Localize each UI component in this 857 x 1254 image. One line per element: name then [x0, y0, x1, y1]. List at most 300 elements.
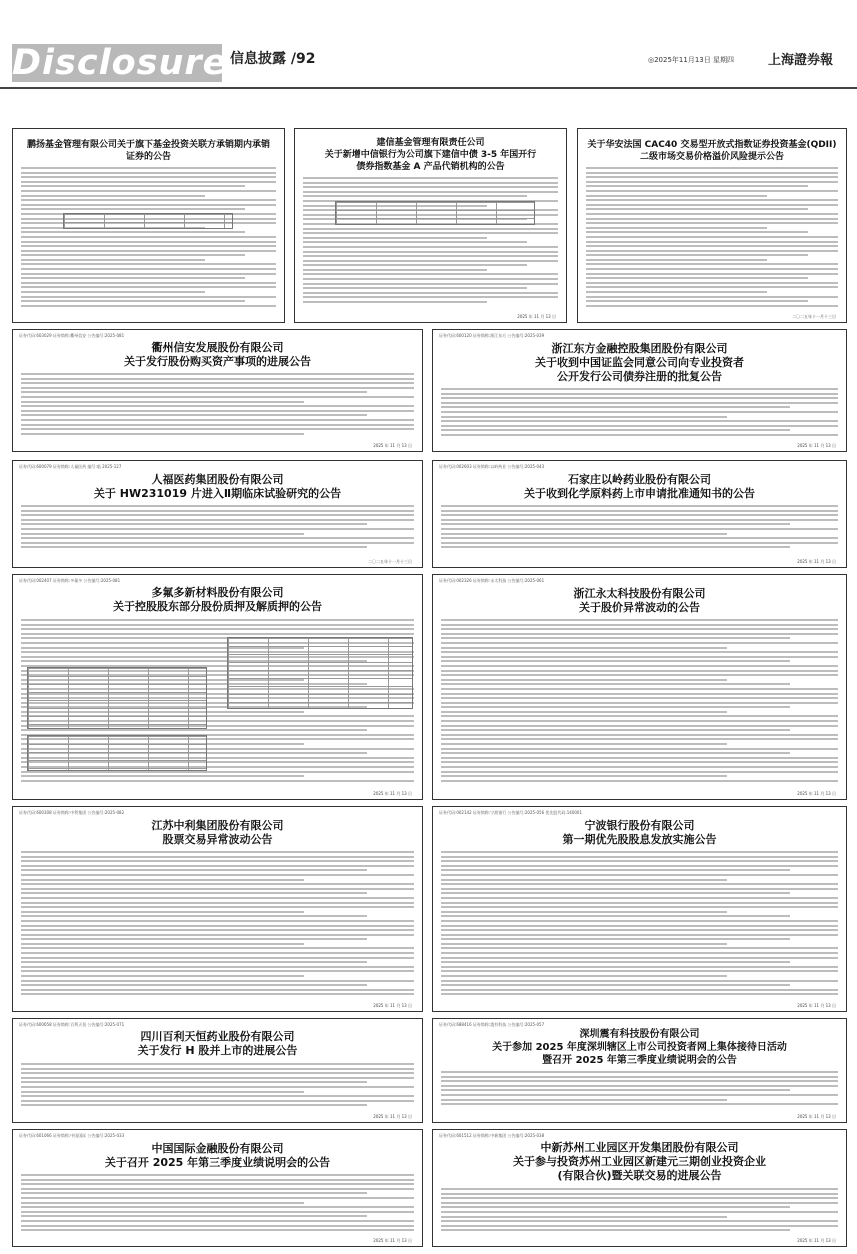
- notice-title: 多氟多新材料股份有限公司 关于控股股东部分股份质押及解质押的公告: [113, 586, 322, 613]
- body-text-line: [441, 429, 790, 431]
- body-text-line: [21, 542, 414, 544]
- body-text-line: [441, 619, 838, 621]
- body-text-line: [21, 947, 414, 949]
- body-text-line: [441, 970, 838, 972]
- body-text-line: [21, 378, 414, 380]
- notice-table: [27, 667, 207, 729]
- body-text-line: [21, 250, 276, 252]
- notice-title: 浙江永太科技股份有限公司 关于股价异常波动的公告: [573, 587, 706, 614]
- body-text-line: [303, 246, 558, 248]
- body-text-line: [21, 633, 414, 635]
- notice-jianxin-fund: [294, 128, 567, 323]
- body-text-line: [441, 943, 727, 945]
- notice-meta: 证券代码:002326 证券简称:永太科技 公告编号:2025-061: [439, 578, 545, 583]
- body-text-line: [21, 387, 414, 389]
- body-text-line: [441, 637, 790, 639]
- body-text-line: [441, 1206, 790, 1208]
- body-text-line: [586, 172, 838, 174]
- body-text-line: [21, 938, 367, 940]
- notice-zhongxin-suzhou: [432, 1129, 847, 1247]
- body-text-line: [441, 523, 790, 525]
- notice-meta: 证券代码:600658 证券简称:百利天恒 公告编号:2025-071: [19, 1022, 125, 1027]
- body-text-line: [441, 656, 838, 658]
- notice-yiling-pharma: [432, 460, 847, 568]
- body-text-line: [303, 255, 558, 257]
- body-text-line: [21, 167, 276, 169]
- body-text-line: [586, 208, 808, 210]
- body-text-line: [441, 915, 790, 917]
- body-text-line: [21, 172, 276, 174]
- body-text-line: [21, 190, 276, 192]
- body-text-line: [21, 208, 245, 210]
- notice-table: [227, 637, 413, 709]
- body-text-line: [441, 393, 838, 395]
- notice-meta: 证券代码:601066 证券简称:中国国际 公告编号:2025-033: [19, 1133, 125, 1138]
- notice-body: [441, 505, 838, 555]
- body-text-line: [441, 542, 838, 544]
- body-text-line: [586, 273, 838, 275]
- body-text-line: [586, 263, 838, 265]
- body-text-line: [21, 729, 367, 731]
- body-text-line: [21, 259, 205, 261]
- body-text-line: [441, 1225, 838, 1227]
- body-text-line: [21, 943, 304, 945]
- body-text-line: [21, 282, 276, 284]
- body-text-line: [21, 1188, 414, 1190]
- body-text-line: [441, 688, 838, 690]
- body-text-line: [441, 1094, 838, 1096]
- body-text-line: [441, 628, 838, 630]
- notice-title: 四川百利天恒药业股份有限公司 关于发行 H 股并上市的进展公告: [137, 1030, 298, 1057]
- body-text-line: [21, 286, 276, 288]
- body-text-line: [21, 176, 276, 178]
- notice-duofuduo: [12, 574, 423, 800]
- body-text-line: [21, 1220, 414, 1222]
- body-text-line: [21, 254, 245, 256]
- notice-title: 中新苏州工业园区开发集团股份有限公司 关于参与投资苏州工业园区新建元三期创业投资企业 (有限合伙)暨关联交易的进展公告: [513, 1141, 766, 1182]
- notice-body: [441, 1188, 838, 1234]
- body-text-line: [303, 251, 558, 253]
- body-text-line: [441, 729, 790, 731]
- body-text-line: [303, 191, 558, 193]
- body-text-line: [21, 277, 245, 279]
- body-text-line: [21, 396, 414, 398]
- body-text-line: [586, 222, 838, 224]
- notice-body: [441, 1071, 838, 1110]
- body-text-line: [586, 241, 838, 243]
- notice-title: 石家庄以岭药业股份有限公司 关于收到化学原料药上市申请批准通知书的公告: [524, 473, 755, 500]
- body-text-line: [586, 231, 808, 233]
- body-text-line: [441, 860, 838, 862]
- body-text-line: [21, 619, 414, 621]
- body-text-line: [303, 182, 558, 184]
- body-text-line: [441, 874, 838, 876]
- body-text-line: [441, 902, 838, 904]
- notice-title: 江苏中利集团股份有限公司 股票交易异常波动公告: [151, 819, 284, 846]
- body-text-line: [441, 761, 838, 763]
- body-text-line: [441, 1211, 838, 1213]
- body-text-line: [21, 989, 414, 991]
- body-text-line: [21, 236, 276, 238]
- body-text-line: [586, 218, 838, 220]
- body-text-line: [441, 546, 790, 548]
- body-text-line: [586, 167, 838, 169]
- body-text-line: [21, 952, 414, 954]
- issue-date: ◎2025年11月13日 星期四: [648, 56, 734, 64]
- body-text-line: [441, 533, 727, 535]
- notice-cicc: [12, 1129, 423, 1247]
- notice-body: [441, 388, 838, 439]
- body-text-line: [303, 186, 558, 188]
- body-text-line: [303, 283, 558, 285]
- body-text-line: [441, 989, 838, 991]
- body-text-line: [21, 537, 414, 539]
- body-text-line: [441, 925, 838, 927]
- body-text-line: [441, 1193, 838, 1195]
- body-text-line: [21, 984, 367, 986]
- newspaper-name: 上海證券報: [768, 53, 834, 68]
- notice-signature: 2025 年 11 月 13 日: [373, 791, 412, 796]
- body-text-line: [21, 410, 414, 412]
- body-text-line: [441, 514, 838, 516]
- notice-signature: 2025 年 11 月 13 日: [797, 1114, 836, 1119]
- body-text-line: [441, 1197, 838, 1199]
- notice-meta: 证券代码:600308 证券简称:中利集团 公告编号:2025-082: [19, 810, 125, 815]
- body-text-line: [441, 1080, 838, 1082]
- body-text-line: [441, 660, 790, 662]
- body-text-line: [21, 546, 367, 548]
- body-text-line: [21, 1086, 414, 1088]
- body-text-line: [441, 420, 838, 422]
- body-text-line: [441, 888, 838, 890]
- body-text-line: [303, 278, 558, 280]
- body-text-line: [303, 301, 487, 303]
- body-text-line: [303, 177, 558, 179]
- body-text-line: [303, 237, 487, 239]
- body-text-line: [21, 865, 414, 867]
- body-text-line: [586, 250, 838, 252]
- body-text-line: [441, 738, 838, 740]
- body-text-line: [441, 984, 790, 986]
- body-text-line: [21, 1091, 304, 1093]
- body-text-line: [21, 957, 414, 959]
- header-divider: [0, 87, 857, 89]
- notice-yongtai-tech: [432, 574, 847, 800]
- notice-signature: 2025 年 11 月 13 日: [797, 1238, 836, 1243]
- notice-table: [27, 735, 207, 771]
- notice-zhenyou-tech: [432, 1018, 847, 1123]
- notice-body: [21, 1063, 414, 1110]
- notice-pengyang-fund: [12, 128, 285, 323]
- body-text-line: [441, 906, 838, 908]
- body-text-line: [441, 883, 838, 885]
- body-text-line: [21, 1063, 414, 1065]
- notice-signature: 2025 年 11 月 13 日: [373, 443, 412, 448]
- body-text-line: [21, 856, 414, 858]
- body-text-line: [21, 382, 414, 384]
- body-text-line: [21, 869, 367, 871]
- body-text-line: [441, 1071, 838, 1073]
- body-text-line: [21, 980, 414, 982]
- notice-meta: 证券代码:600079 证券简称:人福医药 编号:临 2025-127: [19, 464, 122, 469]
- body-text-line: [21, 966, 414, 968]
- notice-baili-tianheng: [12, 1018, 423, 1123]
- body-text-line: [586, 286, 838, 288]
- notice-signature: 2025 年 11 月 13 日: [797, 443, 836, 448]
- body-text-line: [303, 260, 558, 262]
- body-text-line: [21, 1183, 414, 1185]
- body-text-line: [586, 277, 808, 279]
- body-text-line: [586, 176, 838, 178]
- body-text-line: [586, 291, 767, 293]
- body-text-line: [21, 874, 414, 876]
- notice-ningbo-bank: [432, 806, 847, 1012]
- body-text-line: [21, 961, 367, 963]
- body-text-line: [441, 961, 790, 963]
- body-text-line: [21, 428, 414, 430]
- body-text-line: [441, 624, 838, 626]
- body-text-line: [441, 711, 727, 713]
- body-text-line: [586, 213, 838, 215]
- body-text-line: [21, 1225, 414, 1227]
- body-text-line: [303, 273, 558, 275]
- notice-signature: 2025 年 11 月 13 日: [373, 1238, 412, 1243]
- body-text-line: [21, 424, 414, 426]
- body-text-line: [586, 254, 808, 256]
- notice-table: [335, 201, 535, 225]
- notice-signature: 2025 年 11 月 13 日: [797, 1003, 836, 1008]
- body-text-line: [21, 296, 276, 298]
- body-text-line: [441, 725, 838, 727]
- notice-signature: 2025 年 11 月 13 日: [373, 1003, 412, 1008]
- body-text-line: [21, 401, 304, 403]
- body-text-line: [21, 245, 276, 247]
- section-title: 信息披露 /92: [230, 51, 316, 67]
- body-text-line: [21, 860, 414, 862]
- notice-meta: 证券代码:002603 证券简称:以岭药业 公告编号:2025-043: [439, 464, 545, 469]
- body-text-line: [441, 1076, 838, 1078]
- body-text-line: [21, 883, 414, 885]
- notice-signature: 2025 年 11 月 13 日: [797, 559, 836, 564]
- body-text-line: [586, 300, 808, 302]
- notice-body: [21, 373, 414, 439]
- body-text-line: [441, 1188, 838, 1190]
- notice-title: 浙江东方金融控股集团股份有限公司 关于收到中国证监会同意公司向专业投资者 公开发行公司债券注册的批复公告: [535, 342, 744, 383]
- body-text-line: [21, 1068, 414, 1070]
- body-text-line: [21, 405, 414, 407]
- body-text-line: [441, 975, 727, 977]
- body-text-line: [441, 528, 838, 530]
- body-text-line: [21, 199, 276, 201]
- body-text-line: [21, 263, 276, 265]
- body-text-line: [441, 1229, 790, 1231]
- body-text-line: [21, 433, 304, 435]
- body-text-line: [441, 679, 727, 681]
- body-text-line: [303, 264, 527, 266]
- notice-meta: 证券代码:600120 证券简称:浙江东方 公告编号:2025-039: [439, 333, 545, 338]
- notice-signature: 2025 年 11 月 13 日: [373, 1114, 412, 1119]
- body-text-line: [441, 734, 838, 736]
- body-text-line: [303, 195, 527, 197]
- body-text-line: [21, 1206, 414, 1208]
- body-text-line: [21, 920, 414, 922]
- body-text-line: [441, 665, 838, 667]
- body-text-line: [586, 268, 838, 270]
- notice-zhejiang-dongfang: [432, 329, 847, 452]
- body-text-line: [441, 757, 838, 759]
- body-text-line: [21, 1179, 414, 1181]
- body-text-line: [21, 510, 414, 512]
- body-text-line: [21, 929, 414, 931]
- body-text-line: [441, 929, 838, 931]
- body-text-line: [441, 879, 727, 881]
- body-text-line: [586, 296, 838, 298]
- body-text-line: [441, 702, 838, 704]
- body-text-line: [21, 204, 276, 206]
- notice-body: [303, 177, 558, 310]
- body-text-line: [21, 414, 367, 416]
- body-text-line: [441, 766, 838, 768]
- body-text-line: [441, 771, 838, 773]
- body-text-line: [21, 906, 414, 908]
- notice-body: [586, 167, 838, 310]
- body-text-line: [441, 388, 838, 390]
- notice-meta: 证券代码:603029 证券简称:衢州信安 公告编号:2025-081: [19, 333, 125, 338]
- body-text-line: [441, 697, 838, 699]
- body-text-line: [21, 373, 414, 375]
- notice-title: 人福医药集团股份有限公司 关于 HW231019 片进入Ⅱ期临床试验研究的公告: [93, 473, 342, 500]
- body-text-line: [21, 533, 304, 535]
- notice-signature: 2025 年 11 月 13 日: [517, 314, 556, 319]
- notice-title: 建信基金管理有限责任公司 关于新增中信银行为公司旗下建信中债 3-5 年国开行 债券指数基金 A 产品代销机构的公告: [324, 138, 537, 172]
- body-text-line: [21, 195, 205, 197]
- body-text-line: [441, 934, 838, 936]
- notice-title: 关于华安法国 CAC40 交易型开放式指数证券投资基金(QDII) 二级市场交易价格溢价风险提示公告: [587, 140, 837, 162]
- notice-title: 中国国际金融股份有限公司 关于召开 2025 年第三季度业绩说明会的公告: [104, 1142, 331, 1169]
- body-text-line: [441, 752, 790, 754]
- body-text-line: [21, 775, 304, 777]
- body-text-line: [441, 865, 838, 867]
- body-text-line: [441, 1099, 727, 1101]
- body-text-line: [441, 1202, 838, 1204]
- body-text-line: [21, 268, 276, 270]
- notice-body: [21, 851, 414, 999]
- body-text-line: [21, 1197, 414, 1199]
- body-text-line: [21, 1104, 367, 1106]
- body-text-line: [21, 519, 414, 521]
- body-text-line: [441, 966, 838, 968]
- notice-body: [21, 167, 276, 310]
- notice-title: 衢州信安发展股份有限公司 关于发行股份购买资产事项的进展公告: [124, 341, 311, 368]
- body-text-line: [21, 241, 276, 243]
- body-text-line: [21, 1081, 367, 1083]
- notice-zhongli-group: [12, 806, 423, 1012]
- body-text-line: [21, 419, 414, 421]
- body-text-line: [441, 693, 838, 695]
- notice-title: 深圳震有科技股份有限公司 关于参加 2025 年度深圳辖区上市公司投资者网上集体接待日活动 暨召开 2025 年第三季度业绩说明会的公告: [492, 1029, 787, 1066]
- notice-body: [21, 1174, 414, 1234]
- body-text-line: [21, 1174, 414, 1176]
- body-text-line: [21, 888, 414, 890]
- body-text-line: [21, 892, 367, 894]
- body-text-line: [586, 259, 767, 261]
- body-text-line: [21, 1072, 414, 1074]
- body-text-line: [21, 181, 276, 183]
- body-text-line: [441, 674, 838, 676]
- notice-title: 宁波银行股份有限公司 第一期优先股股息发放实施公告: [562, 819, 717, 846]
- body-text-line: [441, 416, 727, 418]
- body-text-line: [441, 869, 790, 871]
- body-text-line: [441, 980, 838, 982]
- body-text-line: [303, 296, 558, 298]
- body-text-line: [21, 528, 414, 530]
- body-text-line: [441, 720, 838, 722]
- body-text-line: [21, 911, 304, 913]
- body-text-line: [21, 879, 304, 881]
- body-text-line: [303, 241, 527, 243]
- body-text-line: [303, 269, 487, 271]
- body-text-line: [303, 292, 558, 294]
- body-text-line: [303, 228, 558, 230]
- body-text-line: [441, 402, 838, 404]
- body-text-line: [21, 300, 245, 302]
- body-text-line: [441, 633, 838, 635]
- notice-signature: 2025 年 11 月 13 日: [797, 791, 836, 796]
- body-text-line: [441, 706, 790, 708]
- body-text-line: [586, 181, 838, 183]
- body-text-line: [303, 287, 527, 289]
- body-text-line: [586, 227, 767, 229]
- body-text-line: [441, 897, 838, 899]
- body-text-line: [21, 523, 367, 525]
- body-text-line: [441, 1103, 838, 1105]
- body-text-line: [21, 934, 414, 936]
- notice-huaan-fund: [577, 128, 847, 323]
- body-text-line: [21, 505, 414, 507]
- body-text-line: [586, 195, 767, 197]
- body-text-line: [21, 975, 304, 977]
- notice-quzhou-xinan: [12, 329, 423, 452]
- body-text-line: [21, 1202, 304, 1204]
- body-text-line: [441, 647, 727, 649]
- body-text-line: [21, 1215, 367, 1217]
- body-text-line: [21, 1229, 414, 1231]
- notice-meta: 证券代码:601512 证券简称:中新集团 公告编号:2025-038: [439, 1133, 545, 1138]
- body-text-line: [441, 856, 838, 858]
- body-text-line: [441, 851, 838, 853]
- body-text-line: [441, 642, 838, 644]
- body-text-line: [21, 628, 414, 630]
- body-text-line: [441, 748, 838, 750]
- body-text-line: [441, 683, 790, 685]
- body-text-line: [441, 1216, 727, 1218]
- body-text-line: [441, 911, 727, 913]
- body-text-line: [21, 970, 414, 972]
- body-text-line: [303, 232, 558, 234]
- body-text-line: [441, 670, 838, 672]
- body-text-line: [441, 1220, 838, 1222]
- body-text-line: [21, 851, 414, 853]
- body-text-line: [441, 780, 838, 782]
- body-text-line: [441, 425, 838, 427]
- notice-signature: 二〇二五年十一月十三日: [368, 559, 412, 564]
- body-text-line: [21, 624, 414, 626]
- notice-meta: 证券代码:002142 证券简称:宁波银行 公告编号:2025-056 优先股代码:140001: [439, 810, 583, 815]
- body-text-line: [586, 185, 808, 187]
- notice-meta: 证券代码:688416 证券简称:震有科技 公告编号:2025-057: [439, 1022, 545, 1027]
- notice-table: [63, 213, 233, 229]
- body-text-line: [441, 938, 790, 940]
